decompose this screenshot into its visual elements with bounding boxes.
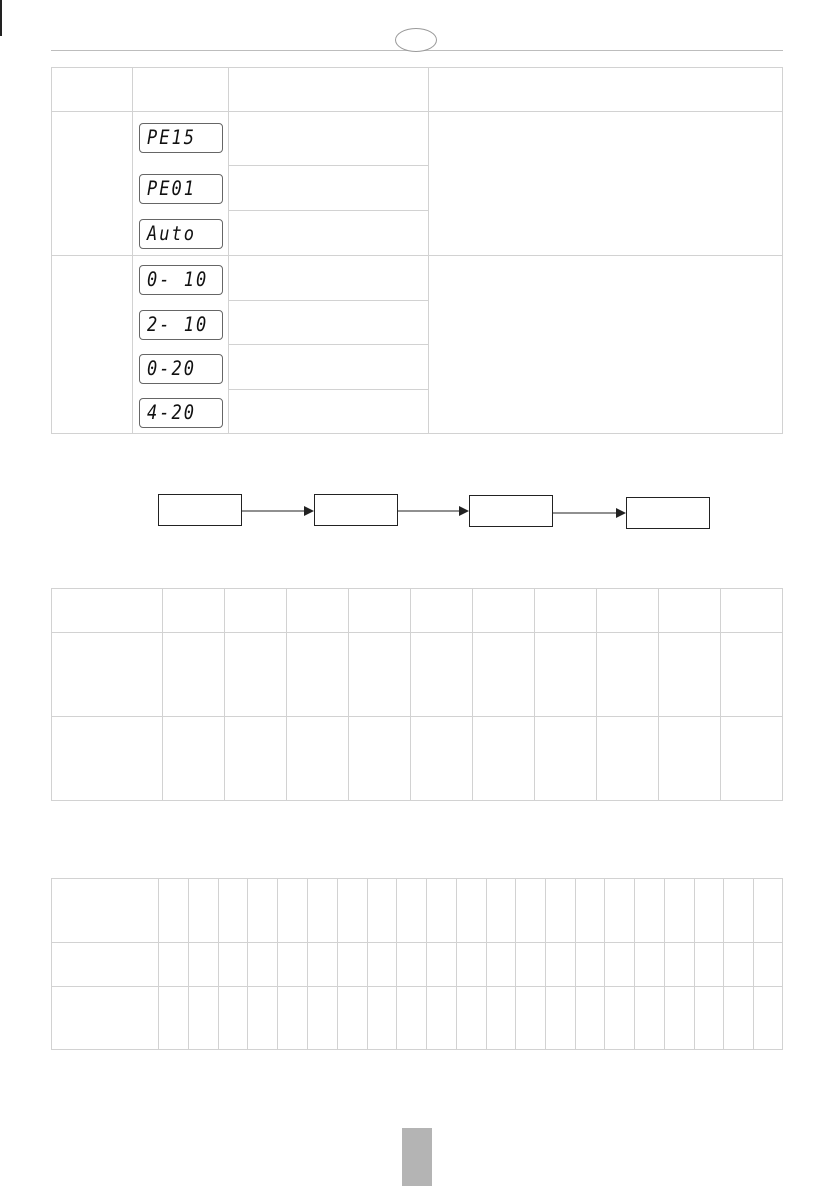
lcd-text: 4-20 — [147, 401, 196, 425]
lcd-text: PE15 — [147, 126, 196, 150]
lcd-text: 0-20 — [147, 357, 196, 381]
lcd-text: Auto — [147, 222, 196, 246]
lcd-text: 2- 10 — [147, 313, 209, 337]
lcd-text: PE01 — [147, 177, 196, 201]
page-number-tab — [402, 1128, 432, 1186]
lcd-text: 0- 10 — [147, 268, 209, 292]
